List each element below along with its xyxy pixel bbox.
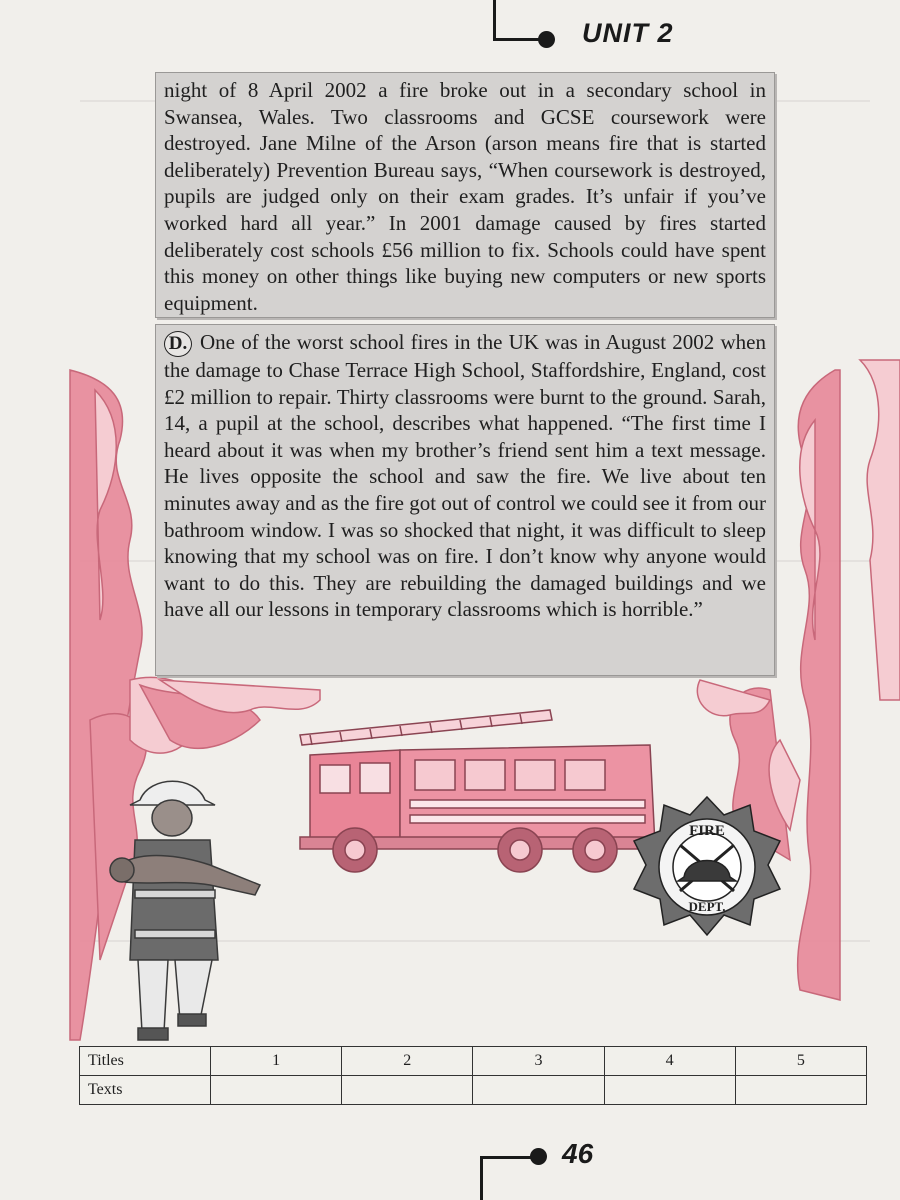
text-c-paragraph: night of 8 April 2002 a fire broke out in a secondary school in Swansea, Wales. Two classrooms and GCSE coursework were destroyed. Jane Milne of the Arson (arson means fire that is started deliberately) Prevention Bureau says, “When coursework is destroyed, pupils are judged only on their exam grades. It’s unfair if you’ve worked hard all year.” In 2001 damage caused by fires started deliberately cost schools £56 million to fix. Schools could have spent this money on other things like buying new computers or new sports equipment.	[164, 78, 766, 315]
page-number: 46	[562, 1138, 594, 1169]
table-answer-cell[interactable]	[211, 1076, 342, 1105]
table-answer-cell[interactable]	[342, 1076, 473, 1105]
unit-title: UNIT 2	[582, 18, 674, 48]
table-row-label: Texts	[80, 1076, 211, 1105]
firefighter-illustration	[100, 770, 270, 1045]
table-row-texts	[80, 1076, 867, 1105]
fire-truck-illustration	[290, 705, 670, 875]
text-d-paragraph: One of the worst school fires in the UK was in August 2002 when the damage to Chase Terrace High School, Staffordshire, England, cost £2 million to repair. Thirty classrooms were burnt to the ground. Sarah, 14, a pupil at the school, describes what happened. “The first time I heard about it was when my brother’s friend sent him a text message. He lives opposite the school and saw the fire. We live about ten minutes away and as the fire got out of control we could see it from our bathroom window. I was so shocked that night, it was difficult to sleep knowing that my school was on fire. I don’t know why anyone would want to do this. They are rebuilding the damaged buildings and we have all our lessons in temporary classrooms which is horrible.”	[164, 330, 766, 622]
text-c-box	[155, 72, 775, 318]
table-row-titles	[80, 1047, 867, 1076]
footer-rule-horizontal	[480, 1156, 536, 1159]
table-answer-cell[interactable]	[735, 1076, 866, 1105]
matching-table	[79, 1046, 867, 1105]
badge-top-text: FIRE	[689, 823, 725, 839]
text-d-content	[164, 329, 766, 623]
table-row-label: Titles	[80, 1047, 211, 1076]
table-col-header: 2	[342, 1047, 473, 1076]
table-col-header: 1	[211, 1047, 342, 1076]
footer-rule-vertical	[480, 1158, 483, 1200]
table-col-header: 5	[735, 1047, 866, 1076]
table-answer-cell[interactable]	[473, 1076, 604, 1105]
text-d-box	[155, 324, 775, 676]
badge-bottom-text: DEPT.	[688, 899, 726, 914]
fire-dept-badge	[632, 795, 782, 955]
table-answer-cell[interactable]	[604, 1076, 735, 1105]
table-col-header: 3	[473, 1047, 604, 1076]
table-col-header: 4	[604, 1047, 735, 1076]
footer-dot	[530, 1148, 547, 1165]
text-d-letter: D.	[164, 331, 192, 357]
